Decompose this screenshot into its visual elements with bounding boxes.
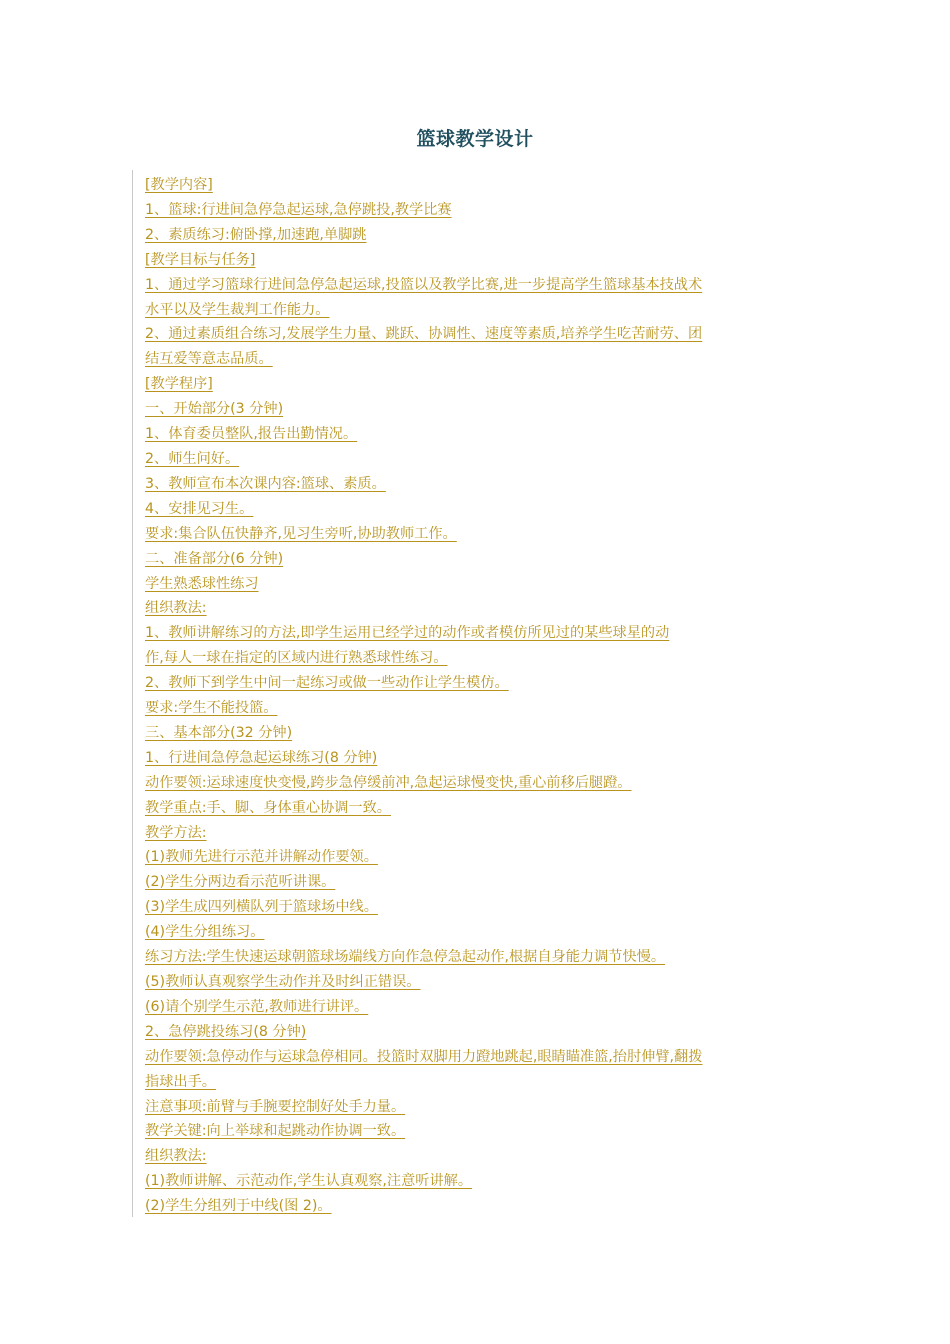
document-line-text: 组织教法:: [145, 600, 207, 617]
document-line-text: 2、急停跳投练习(8 分钟): [145, 1023, 307, 1040]
document-line-text: 2、教师下到学生中间一起练习或做一些动作让学生模仿。: [145, 675, 509, 692]
document-line[interactable]: [145, 671, 810, 696]
document-line[interactable]: [145, 572, 810, 597]
document-line-text: [教学内容]: [145, 177, 213, 193]
document-line[interactable]: [145, 397, 810, 422]
document-line-text: 要求:集合队伍快静齐,见习生旁听,协助教师工作。: [145, 525, 457, 542]
document-line[interactable]: [145, 522, 810, 547]
document-line-text: 1、通过学习篮球行进间急停急起运球,投篮以及教学比赛,进一步提高学生篮球基本技战术: [145, 276, 703, 293]
document-line-text: 教学方法:: [145, 824, 207, 841]
document-line-text: 注意事项:前臂与手腕要控制好处手力量。: [145, 1098, 406, 1115]
document-line[interactable]: [145, 995, 810, 1020]
document-line-text: [教学程序]: [145, 376, 213, 393]
document-line[interactable]: [145, 1095, 810, 1120]
document-line-text: (2)学生分两边看示范听讲课。: [145, 874, 336, 891]
document-line-text: 1、教师讲解练习的方法,即学生运用已经学过的动作或者模仿所见过的某些球星的动: [145, 625, 670, 642]
document-line[interactable]: [145, 248, 810, 273]
document-line[interactable]: [145, 646, 810, 671]
document-line[interactable]: [145, 547, 810, 572]
page-title: 篮球教学设计: [416, 128, 534, 150]
document-line-text: (5)教师认真观察学生动作并及时纠正错误。: [145, 974, 421, 990]
document-line-text: (3)学生成四列横队列于篮球场中线。: [145, 899, 378, 916]
document-line-text: 1、行进间急停急起运球练习(8 分钟): [145, 749, 378, 766]
document-line-text: 教学关键:向上举球和起跳动作协调一致。: [145, 1123, 406, 1140]
document-line[interactable]: [145, 895, 810, 920]
document-line-text: 1、篮球:行进间急停急起运球,急停跳投,教学比赛: [145, 201, 452, 218]
document-line[interactable]: [145, 173, 810, 198]
document-line[interactable]: [145, 372, 810, 397]
document-line[interactable]: [145, 771, 810, 796]
document-line-text: 学生熟悉球性练习: [145, 575, 259, 592]
document-line[interactable]: [145, 1070, 810, 1095]
document-line-text: (2)学生分组列于中线(图 2)。: [145, 1198, 332, 1215]
document-line-text: 2、通过素质组合练习,发展学生力量、跳跃、协调性、速度等素质,培养学生吃苦耐劳、团: [145, 326, 703, 343]
document-line-text: 一、开始部分(3 分钟): [145, 401, 284, 418]
document-line-text: [教学目标与任务]: [145, 251, 256, 268]
document-line[interactable]: [145, 796, 810, 821]
document-line-text: 4、安排见习生。: [145, 500, 254, 517]
document-line-text: 要求:学生不能投篮。: [145, 700, 278, 717]
document-line[interactable]: [145, 696, 810, 721]
document-line-text: (1)教师讲解、示范动作,学生认真观察,注意听讲解。: [145, 1173, 473, 1190]
document-line[interactable]: [145, 198, 810, 223]
document-line[interactable]: [145, 1169, 810, 1194]
document-line[interactable]: [145, 322, 810, 347]
document-line[interactable]: [145, 472, 810, 497]
document-line[interactable]: [145, 596, 810, 621]
document-line[interactable]: [145, 497, 810, 522]
document-line-text: (4)学生分组练习。: [145, 924, 265, 941]
document-line-text: 组织教法:: [145, 1148, 207, 1165]
document-line[interactable]: [145, 298, 810, 323]
document-line-text: 水平以及学生裁判工作能力。: [145, 301, 330, 318]
document-line[interactable]: [145, 1020, 810, 1045]
document-line-text: 指球出手。: [145, 1073, 216, 1090]
document-line-text: (6)请个别学生示范,教师进行讲评。: [145, 998, 369, 1015]
document-line[interactable]: [145, 422, 810, 447]
document-line-text: 3、教师宣布本次课内容:篮球、素质。: [145, 475, 386, 492]
document-line-text: 作,每人一球在指定的区域内进行熟悉球性练习。: [145, 650, 448, 667]
document-line[interactable]: [145, 970, 810, 995]
document-line[interactable]: [145, 1194, 810, 1219]
document-line-text: 动作要领:运球速度快变慢,跨步急停缓前冲,急起运球慢变快,重心前移后腿蹬。: [145, 774, 632, 791]
document-line-text: (1)教师先进行示范并讲解动作要领。: [145, 849, 378, 866]
document-line-text: 教学重点:手、脚、身体重心协调一致。: [145, 799, 391, 816]
document-line-text: 动作要领:急停动作与运球急停相同。投篮时双脚用力蹬地跳起,眼睛瞄准篮,抬肘伸臂,翻拨: [145, 1048, 703, 1065]
document-line[interactable]: [145, 1119, 810, 1144]
document-line-text: 2、素质练习:俯卧撑,加速跑,单脚跳: [145, 226, 367, 243]
document-line[interactable]: [145, 821, 810, 846]
document-line[interactable]: [145, 945, 810, 970]
document-line-text: 练习方法:学生快速运球朝篮球场端线方向作急停急起动作,根据自身能力调节快慢。: [145, 949, 666, 966]
document-line-text: 2、师生问好。: [145, 450, 240, 467]
document-line[interactable]: [145, 1144, 810, 1169]
document-line-text: 1、体育委员整队,报告出勤情况。: [145, 426, 358, 443]
document-line[interactable]: [145, 920, 810, 945]
document-line[interactable]: [145, 746, 810, 771]
document-line[interactable]: [145, 1045, 810, 1070]
document-line[interactable]: [145, 447, 810, 472]
document-line-text: 结互爱等意志品质。: [145, 351, 273, 368]
document-line[interactable]: [145, 845, 810, 870]
document-line-text: 二、准备部分(6 分钟): [145, 550, 284, 567]
document-body: [145, 173, 810, 1219]
document-line[interactable]: [145, 223, 810, 248]
document-line[interactable]: [145, 347, 810, 372]
document-line[interactable]: [145, 721, 810, 746]
document-line-text: 三、基本部分(32 分钟): [145, 724, 293, 741]
document-line[interactable]: [145, 870, 810, 895]
document-line[interactable]: [145, 273, 810, 298]
document-line[interactable]: [145, 621, 810, 646]
